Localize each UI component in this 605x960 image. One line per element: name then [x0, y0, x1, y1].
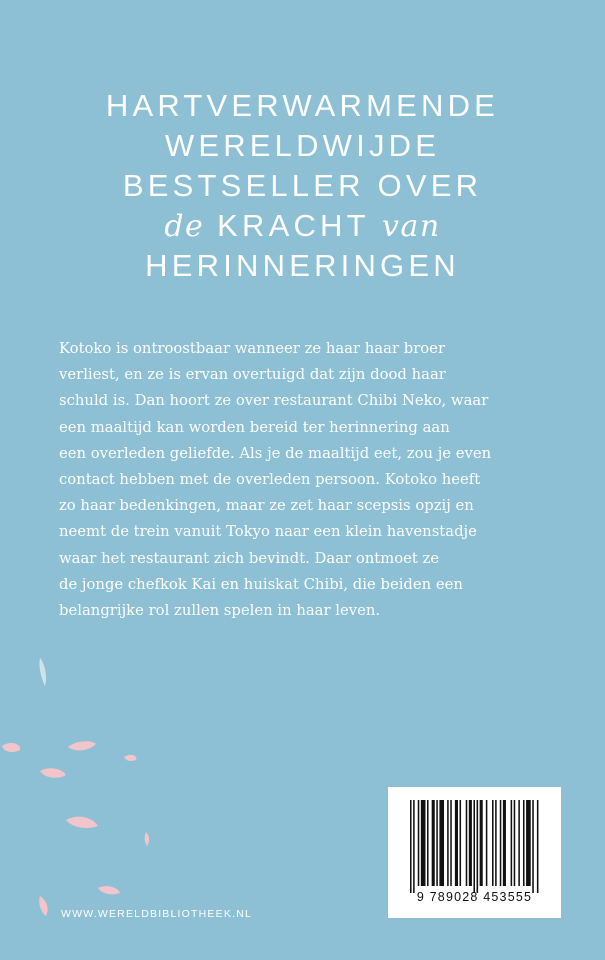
- barcode-bar: [514, 800, 516, 886]
- headline-line-2: WERELDWIJDE: [164, 128, 441, 163]
- barcode-bar: [466, 800, 468, 886]
- blurb-line: de jonge chefkok Kai en huiskat Chibi, die beiden een: [59, 575, 463, 593]
- headline-line-5: HERINNERINGEN: [145, 248, 460, 283]
- barcode-bar: [455, 800, 458, 886]
- blurb-text: [59, 336, 559, 624]
- headline-italic-van: van: [382, 209, 441, 244]
- barcode-bar: [439, 800, 444, 886]
- barcode-bars: [410, 800, 540, 893]
- petal: [124, 755, 136, 761]
- barcode-bar: [480, 800, 483, 886]
- barcode-bar: [410, 800, 412, 893]
- barcode-bar: [518, 800, 520, 886]
- headline-italic-de: de: [164, 209, 205, 244]
- headline-line-3: BESTSELLER OVER: [122, 168, 483, 203]
- headline-line-4: [0, 206, 605, 246]
- barcode-bar: [460, 800, 462, 886]
- blurb-line: een maaltijd kan worden bereid ter herinnering aan: [59, 418, 450, 436]
- headline-kracht: KRACHT: [217, 208, 370, 243]
- blurb-line: verliest, en ze is ervan overtuigd dat zijn dood haar: [59, 366, 446, 384]
- barcode-bar: [511, 800, 513, 886]
- blurb-line: Kotoko is ontroostbaar wanneer ze haar haar broer: [59, 340, 446, 357]
- barcode-bar: [469, 800, 472, 886]
- barcode: [388, 787, 561, 918]
- barcode-bar: [503, 800, 506, 886]
- isbn-number: 9 789028 453555: [416, 890, 533, 904]
- headline: [0, 86, 605, 286]
- blurb-line: belangrijke rol zullen spelen in haar leven.: [59, 601, 381, 619]
- barcode-bar: [447, 800, 449, 886]
- blurb-line: schuld is. Dan hoort ze over restaurant Chibi Neko, waar: [59, 392, 489, 410]
- barcode-bar: [473, 800, 475, 893]
- barcode-bar: [526, 800, 531, 886]
- barcode-bar: [500, 800, 502, 886]
- blurb-line: neemt de trein vanuit Tokyo naar een klein havenstadje: [59, 523, 477, 541]
- petal: [39, 658, 46, 686]
- blurb-line: een overleden geliefde. Als je de maaltijd eet, zou je even: [59, 444, 492, 462]
- barcode-bar: [436, 800, 438, 886]
- petal: [2, 743, 20, 752]
- petal: [40, 768, 66, 778]
- barcode-bar: [523, 800, 525, 886]
- barcode-bar: [477, 800, 479, 893]
- barcode-bar: [432, 800, 435, 886]
- barcode-bar: [421, 800, 426, 886]
- barcode-bar: [492, 800, 494, 886]
- petal: [66, 817, 98, 828]
- blurb-line: waar het restaurant zich bevindt. Daar ontmoet ze: [59, 549, 440, 567]
- petal: [145, 832, 150, 846]
- petal: [39, 896, 47, 916]
- barcode-bar: [532, 800, 534, 893]
- blurb-line: contact hebben met de overleden persoon. Kotoko heeft: [59, 470, 481, 488]
- barcode-bar: [495, 800, 497, 886]
- petal: [98, 886, 120, 894]
- petal: [68, 741, 96, 750]
- barcode-bar: [486, 800, 488, 886]
- barcode-bar: [450, 800, 452, 886]
- publisher-website: WWW.WERELDBIBLIOTHEEK.NL: [61, 908, 252, 920]
- barcode-bar: [413, 800, 415, 893]
- blurb-line: zo haar bedenkingen, maar ze zet haar scepsis opzij en: [59, 497, 474, 515]
- barcode-bar: [537, 800, 539, 893]
- headline-line-1: HARTVERWARMENDE: [105, 88, 500, 123]
- barcode-bar: [427, 800, 429, 886]
- barcode-bar: [418, 800, 420, 886]
